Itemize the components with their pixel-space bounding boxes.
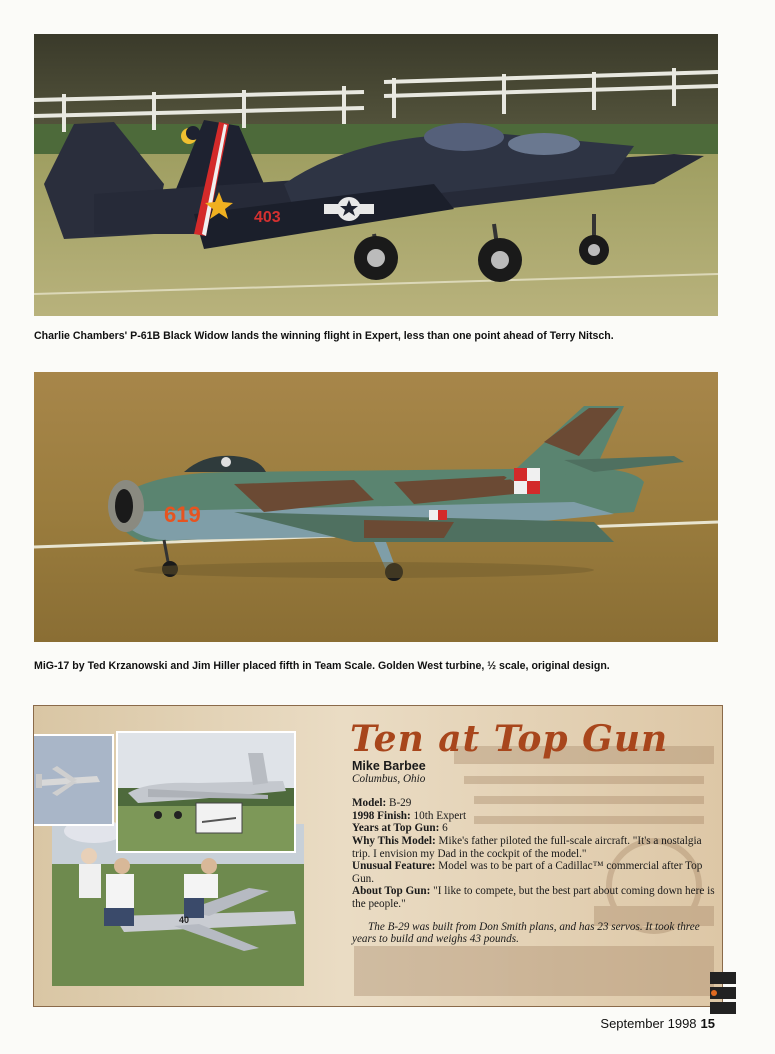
page-number: 15	[700, 1016, 715, 1031]
field-model: Model: B-29	[352, 797, 412, 810]
b29-flying-photo	[33, 734, 114, 826]
b29-ground-photo	[116, 731, 296, 853]
page-tab-icon	[708, 970, 738, 1016]
sidebar-title: Ten at Top Gun	[350, 718, 669, 760]
p61-photo	[34, 34, 718, 316]
field-unusual: Unusual Feature: Model was to be part of a Cadillac™ commercial after Top Gun.	[352, 860, 703, 885]
mig17-photo	[34, 372, 718, 642]
b29-marking-icon: 40	[179, 915, 190, 925]
contestant-name: Mike Barbee	[352, 759, 426, 773]
sidebar-note: The B-29 was built from Don Smith plans, and has 23 servos. It took three years to build and weighs 43 pounds.	[352, 920, 700, 946]
field-why: Why This Model: Mike's father piloted the full-scale aircraft. "It's a nostalgia trip. I envision my Dad in the cockpit of the model."	[352, 834, 702, 860]
mig-tail-number: 619	[164, 502, 201, 527]
mig17-caption: MiG-17 by Ted Krzanowski and Jim Hiller placed fifth in Team Scale. Golden West turbine, ½ scale, original design.	[34, 660, 610, 672]
field-finish: 1998 Finish: 10th Expert	[352, 809, 467, 822]
page-footer	[600, 1016, 715, 1031]
sidebar-text	[352, 760, 720, 946]
p61-tail-number: 403	[254, 209, 281, 226]
field-about: About Top Gun: "I like to compete, but the best part about coming down here is the people."	[352, 885, 715, 910]
contestant-location: Columbus, Ohio	[352, 772, 426, 785]
issue-date: September 1998	[600, 1016, 697, 1031]
field-years: Years at Top Gun: 6	[352, 822, 448, 835]
p61-caption: Charlie Chambers' P-61B Black Widow lands the winning flight in Expert, less than one point ahead of Terry Nitsch.	[34, 330, 614, 342]
